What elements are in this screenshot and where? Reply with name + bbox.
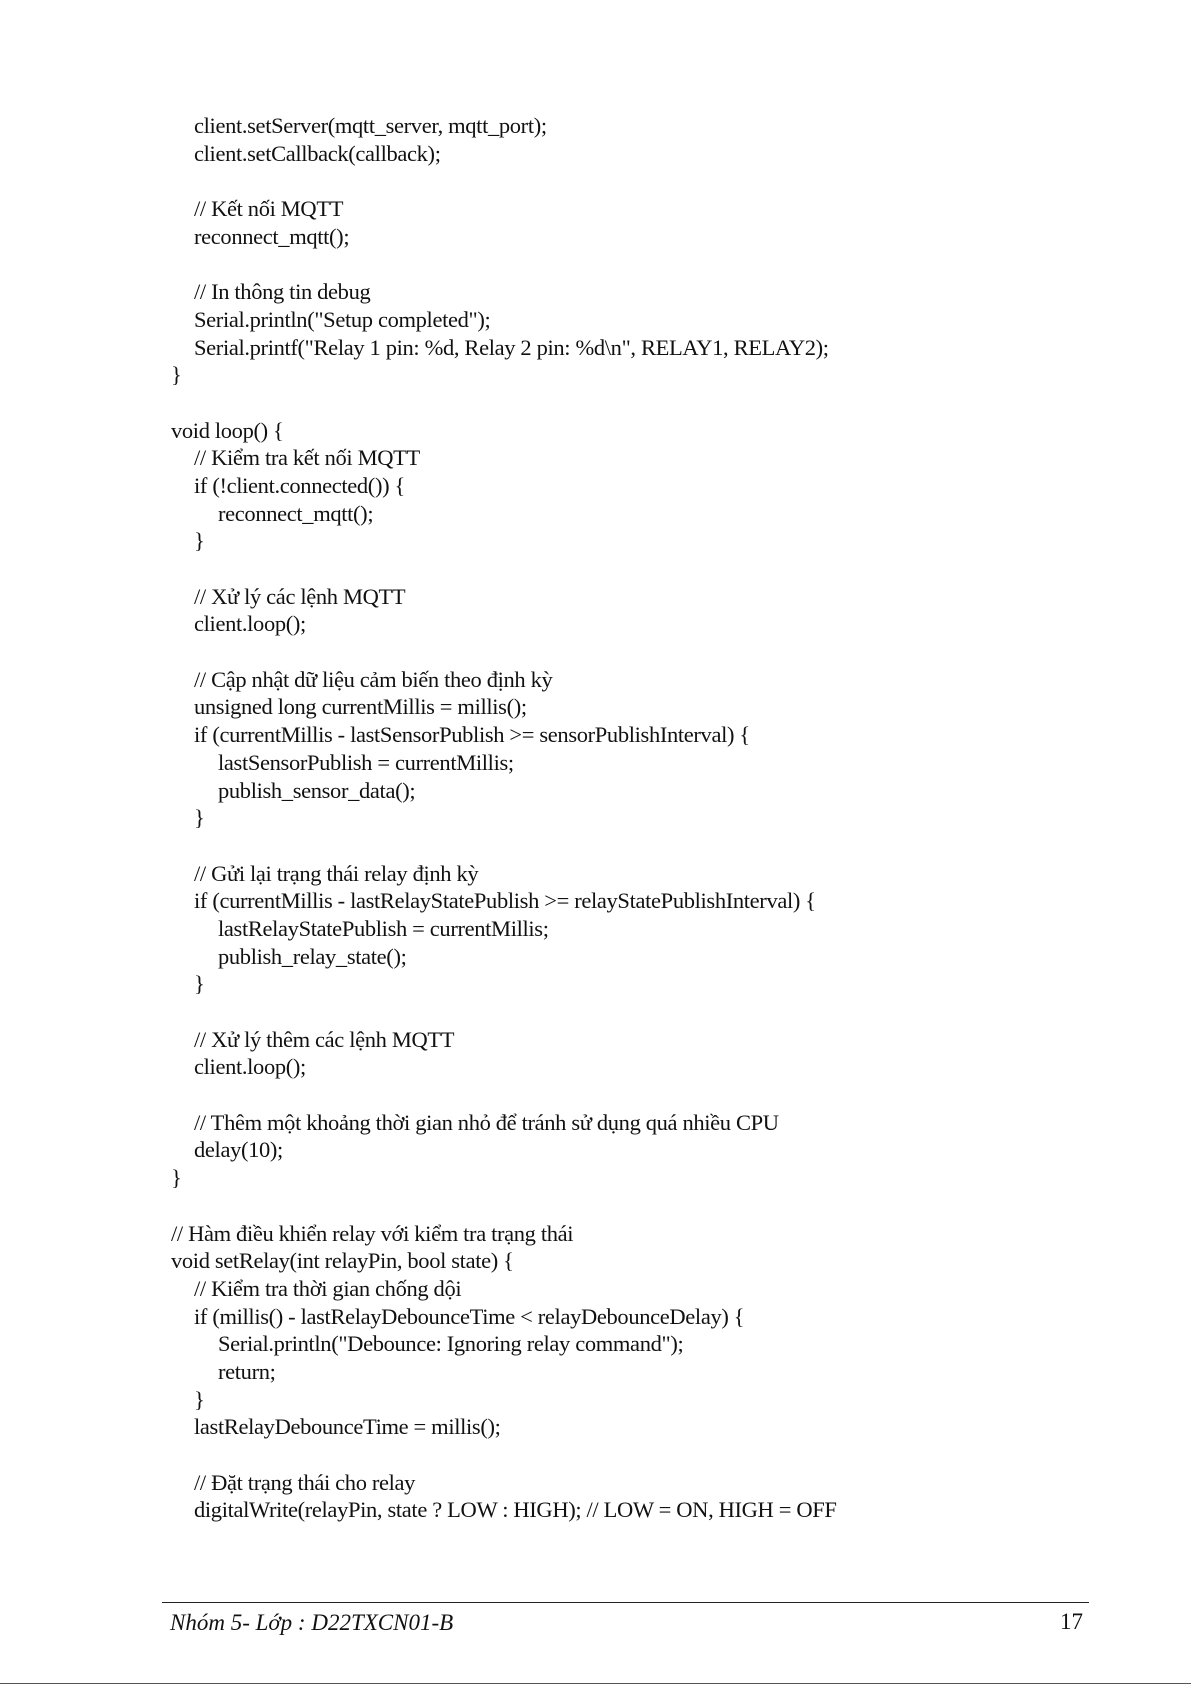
code-line: Serial.println("Setup completed"); xyxy=(194,306,491,332)
code-line: } xyxy=(194,528,205,554)
code-comment: // Xử lý thêm các lệnh MQTT xyxy=(194,1026,455,1052)
code-line: if (currentMillis - lastSensorPublish >= sensorPublishInterval) { xyxy=(194,722,750,748)
code-line: client.loop(); xyxy=(194,1054,306,1080)
code-line: reconnect_mqtt(); xyxy=(218,500,374,526)
code-line: if (millis() - lastRelayDebounceTime < relayDebounceDelay) { xyxy=(194,1303,745,1329)
code-line: delay(10); xyxy=(194,1137,283,1163)
code-line: } xyxy=(194,1386,205,1412)
code-line: publish_relay_state(); xyxy=(218,943,407,969)
code-line: client.setCallback(callback); xyxy=(194,140,441,166)
code-line: Serial.println("Debounce: Ignoring relay command"); xyxy=(218,1331,684,1357)
code-comment: // Hàm điều khiển relay với kiểm tra trạng thái xyxy=(171,1220,574,1246)
code-line: if (!client.connected()) { xyxy=(194,472,405,498)
code-line: lastSensorPublish = currentMillis; xyxy=(218,749,514,775)
code-comment: // In thông tin debug xyxy=(194,279,371,305)
code-line: } xyxy=(194,805,205,831)
blank-line xyxy=(171,638,1071,666)
page-bottom-edge xyxy=(0,1683,1191,1684)
code-comment: // Cập nhật dữ liệu cảm biến theo định kỳ xyxy=(194,666,553,692)
footer-group-class: Nhóm 5- Lớp : D22TXCN01-B xyxy=(170,1610,454,1635)
code-line: publish_sensor_data(); xyxy=(218,777,416,803)
code-line: } xyxy=(194,971,205,997)
code-line: } xyxy=(171,1165,182,1191)
footer-divider xyxy=(162,1602,1089,1603)
blank-line xyxy=(171,167,1071,195)
code-line: reconnect_mqtt(); xyxy=(194,223,350,249)
blank-line xyxy=(171,832,1071,860)
page-number: 17 xyxy=(1060,1609,1083,1634)
code-listing xyxy=(171,112,1071,1524)
code-comment: // Kết nối MQTT xyxy=(194,196,344,222)
blank-line xyxy=(171,1192,1071,1220)
blank-line xyxy=(171,555,1071,583)
code-line: lastRelayDebounceTime = millis(); xyxy=(194,1414,501,1440)
code-comment: // Xử lý các lệnh MQTT xyxy=(194,583,406,609)
code-comment: // Kiểm tra thời gian chống dội xyxy=(194,1275,462,1301)
code-comment: // Kiểm tra kết nối MQTT xyxy=(194,445,420,471)
blank-line xyxy=(171,250,1071,278)
blank-line xyxy=(171,389,1071,417)
blank-line xyxy=(171,998,1071,1026)
code-line: return; xyxy=(218,1358,276,1384)
blank-line xyxy=(171,1441,1071,1469)
code-line: void setRelay(int relayPin, bool state) { xyxy=(171,1248,514,1274)
code-line: lastRelayStatePublish = currentMillis; xyxy=(218,915,549,941)
code-comment: // Đặt trạng thái cho relay xyxy=(194,1469,416,1495)
code-comment: // Gửi lại trạng thái relay định kỳ xyxy=(194,860,479,886)
code-line: unsigned long currentMillis = millis(); xyxy=(194,694,527,720)
code-line: if (currentMillis - lastRelayStatePublish >= relayStatePublishInterval) { xyxy=(194,888,816,914)
code-line: } xyxy=(171,362,182,388)
blank-line xyxy=(171,1081,1071,1109)
code-line: Serial.printf("Relay 1 pin: %d, Relay 2 pin: %d\n", RELAY1, RELAY2); xyxy=(194,334,829,360)
code-line: client.setServer(mqtt_server, mqtt_port); xyxy=(194,113,547,138)
code-line: digitalWrite(relayPin, state ? LOW : HIGH); // LOW = ON, HIGH = OFF xyxy=(194,1497,837,1523)
code-line: void loop() { xyxy=(171,417,284,443)
code-line: client.loop(); xyxy=(194,611,306,637)
code-comment: // Thêm một khoảng thời gian nhỏ để tránh sử dụng quá nhiều CPU xyxy=(194,1109,779,1135)
